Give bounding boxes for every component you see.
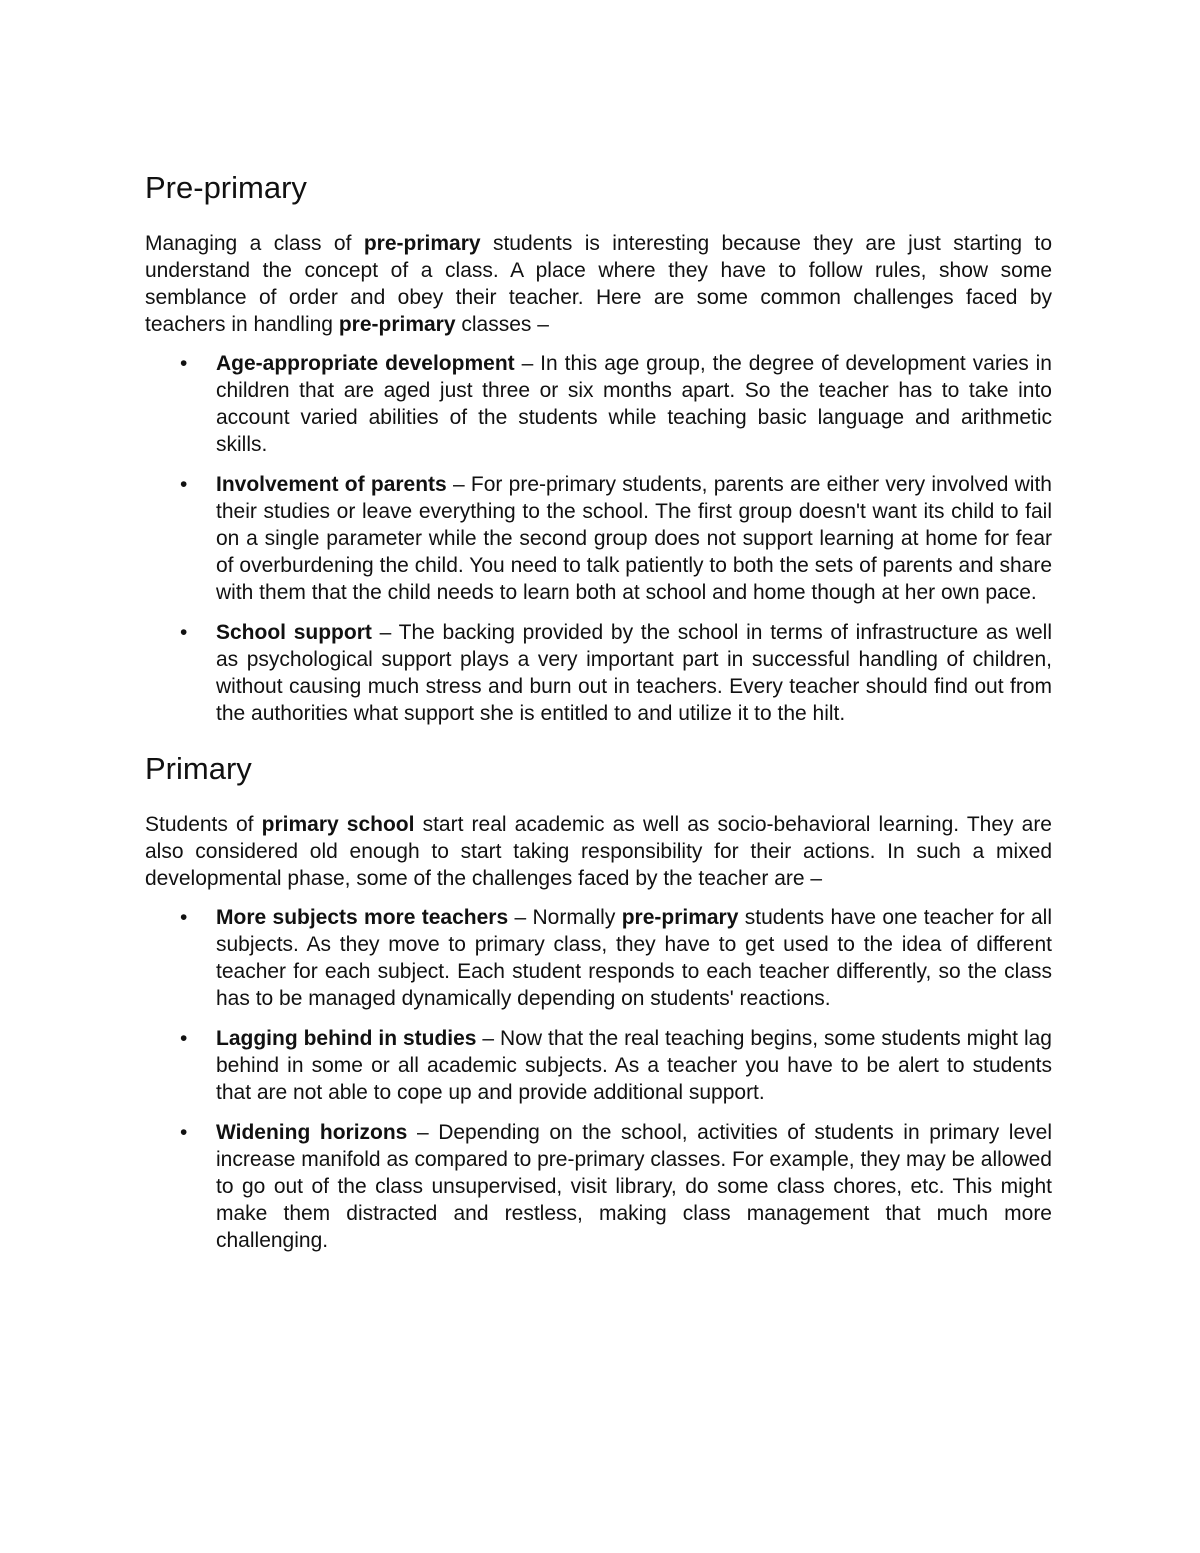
bullet-icon: • <box>180 621 188 644</box>
list-item-body: – In this age group, the degree of development varies in children that are aged just three or six months apart. So the teacher has to take into account varied abilities of the students while teaching basic language and arithmetic skills. <box>216 352 1052 456</box>
section-heading-primary: Primary <box>145 751 252 786</box>
document-page <box>145 168 1052 1267</box>
list-item-body: – Depending on the school, activities of students in primary level increase manifold as compared to pre-primary classes. For example, they may be allowed to go out of the class unsupervised, visit library, do some class chores, etc. This might make them distracted and restless, making class management that much more challenging. <box>216 1121 1052 1252</box>
list-item <box>145 1119 1052 1254</box>
text-run: start real academic as well as socio-behavioral learning. They are also considered old enough to start taking responsibility for their actions. In such a mixed developmental phase, some of the challenges faced by the teacher are – <box>145 813 1052 890</box>
list-item <box>145 904 1052 1012</box>
text-run-bold: primary school <box>261 813 415 836</box>
list-item <box>145 619 1052 727</box>
list-item-body: – For pre-primary students, parents are either very involved with their studies or leave everything to the school. The first group doesn't want its child to fail on a single parameter while the second group does not support learning at home for fear of overburdening the child. You need to talk patiently to both the sets of parents and share with them that the child needs to learn both at school and home though at her own pace. <box>216 473 1052 604</box>
list-item-title: School support <box>216 621 372 644</box>
list-item-body: – Normally <box>508 906 622 929</box>
list-item <box>145 1025 1052 1106</box>
list-item-title: Age-appropriate development <box>216 352 515 375</box>
list-item-title: Widening horizons <box>216 1121 408 1144</box>
text-run-bold: pre-primary <box>363 232 481 255</box>
section-heading-pre-primary: Pre-primary <box>145 170 307 205</box>
bullet-icon: • <box>180 1027 188 1050</box>
bullet-icon: • <box>180 906 188 929</box>
list-item <box>145 471 1052 606</box>
text-run: classes – <box>455 313 549 336</box>
bullet-icon: • <box>180 1121 188 1144</box>
list-item-title: Lagging behind in studies <box>216 1027 477 1050</box>
list-item-body-bold: pre-primary <box>621 906 739 929</box>
bullet-icon: • <box>180 473 188 496</box>
bullet-list-pre-primary <box>145 350 1052 727</box>
intro-paragraph-pre-primary <box>145 230 1052 338</box>
bullet-list-primary <box>145 904 1052 1254</box>
text-run-bold: pre-primary <box>338 313 456 336</box>
text-run: Students of <box>145 813 262 836</box>
bullet-icon: • <box>180 352 188 375</box>
list-item <box>145 350 1052 458</box>
list-item-body: – The backing provided by the school in terms of infrastructure as well as psychological support plays a very important part in successful handling of children, without causing much stress and burn out in teachers. Every teacher should find out from the authorities what support she is entitled to and utilize it to the hilt. <box>216 621 1053 725</box>
text-run: students is interesting because they are just starting to understand the concept of a class. A place where they have to follow rules, show some semblance of order and obey their teacher. Here are some common challenges faced by teachers in handling <box>145 232 1053 336</box>
text-run: Managing a class of <box>145 232 364 255</box>
list-item-body: students have one teacher for all subjects. As they move to primary class, they have to get used to the idea of different teacher for each subject. Each student responds to each teacher differently, so the class has to be managed dynamically depending on students' reactions. <box>216 906 1052 1010</box>
list-item-title: Involvement of parents <box>216 473 447 496</box>
list-item-title: More subjects more teachers <box>216 906 509 929</box>
list-item-body: – Now that the real teaching begins, some students might lag behind in some or all academic subjects. As a teacher you have to be alert to students that are not able to cope up and provide additional support. <box>216 1027 1052 1104</box>
intro-paragraph-primary <box>145 811 1052 892</box>
